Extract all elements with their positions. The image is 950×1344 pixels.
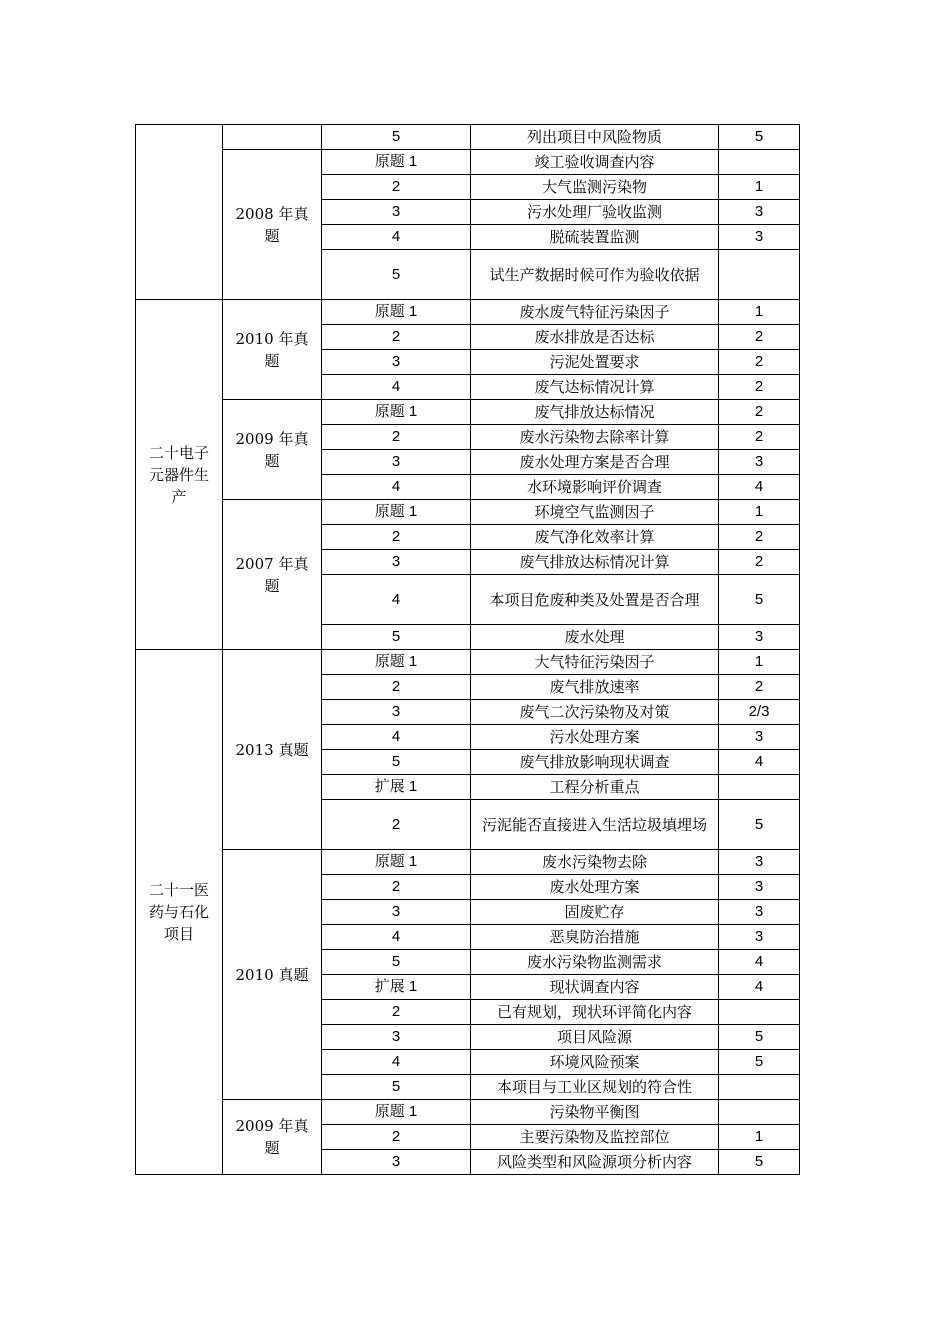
question-topic-cell: 废气达标情况计算	[471, 375, 719, 400]
question-topic-cell: 工程分析重点	[471, 775, 719, 800]
question-number-cell: 原题 1	[322, 150, 471, 175]
difficulty-score-cell: 3	[719, 875, 800, 900]
question-topic-cell: 本项目危废种类及处置是否合理	[471, 575, 719, 625]
question-number-cell: 原题 1	[322, 850, 471, 875]
table-row	[136, 125, 800, 150]
exam-year-cell	[223, 125, 322, 150]
question-topic-cell: 污染物平衡图	[471, 1100, 719, 1125]
question-topic-cell: 大气监测污染物	[471, 175, 719, 200]
exam-question-table	[135, 124, 800, 1175]
question-topic-cell: 试生产数据时候可作为验收依据	[471, 250, 719, 300]
question-number-cell: 4	[322, 575, 471, 625]
question-topic-cell: 废水废气特征污染因子	[471, 300, 719, 325]
question-topic-cell: 废水排放是否达标	[471, 325, 719, 350]
difficulty-score-cell: 4	[719, 950, 800, 975]
question-topic-cell: 已有规划，现状环评简化内容	[471, 1000, 719, 1025]
difficulty-score-cell: 3	[719, 850, 800, 875]
question-topic-cell: 污泥处置要求	[471, 350, 719, 375]
question-number-cell: 原题 1	[322, 1100, 471, 1125]
table-row	[136, 650, 800, 675]
question-number-cell: 3	[322, 1150, 471, 1175]
difficulty-score-cell: 3	[719, 925, 800, 950]
question-number-cell: 3	[322, 200, 471, 225]
difficulty-score-cell: 1	[719, 500, 800, 525]
difficulty-score-cell: 3	[719, 200, 800, 225]
question-topic-cell: 废气排放速率	[471, 675, 719, 700]
question-number-cell: 5	[322, 625, 471, 650]
question-topic-cell: 污水处理方案	[471, 725, 719, 750]
question-topic-cell: 废气二次污染物及对策	[471, 700, 719, 725]
question-number-cell: 5	[322, 750, 471, 775]
question-number-cell: 4	[322, 475, 471, 500]
difficulty-score-cell: 4	[719, 475, 800, 500]
question-number-cell: 5	[322, 1075, 471, 1100]
exam-year-cell: 2010 年真题	[223, 300, 322, 400]
difficulty-score-cell: 5	[719, 1150, 800, 1175]
table-row	[136, 300, 800, 325]
question-topic-cell: 项目风险源	[471, 1025, 719, 1050]
difficulty-score-cell	[719, 150, 800, 175]
question-number-cell: 3	[322, 550, 471, 575]
question-topic-cell: 废水处理	[471, 625, 719, 650]
question-number-cell: 扩展 1	[322, 975, 471, 1000]
question-topic-cell: 废气净化效率计算	[471, 525, 719, 550]
difficulty-score-cell: 2	[719, 550, 800, 575]
exam-year-cell: 2007 年真题	[223, 500, 322, 650]
question-topic-cell: 废水处理方案	[471, 875, 719, 900]
difficulty-score-cell: 5	[719, 125, 800, 150]
difficulty-score-cell: 3	[719, 225, 800, 250]
difficulty-score-cell: 2	[719, 375, 800, 400]
question-number-cell: 2	[322, 1000, 471, 1025]
difficulty-score-cell: 5	[719, 575, 800, 625]
question-topic-cell: 大气特征污染因子	[471, 650, 719, 675]
difficulty-score-cell: 2	[719, 425, 800, 450]
exam-year-cell: 2009 年真题	[223, 1100, 322, 1175]
table-row	[136, 150, 800, 175]
question-topic-cell: 恶臭防治措施	[471, 925, 719, 950]
difficulty-score-cell: 5	[719, 800, 800, 850]
question-number-cell: 3	[322, 350, 471, 375]
difficulty-score-cell: 3	[719, 725, 800, 750]
difficulty-score-cell: 5	[719, 1050, 800, 1075]
question-topic-cell: 废水污染物去除率计算	[471, 425, 719, 450]
table-row	[136, 1100, 800, 1125]
difficulty-score-cell: 1	[719, 175, 800, 200]
difficulty-score-cell: 2	[719, 400, 800, 425]
difficulty-score-cell: 3	[719, 450, 800, 475]
question-topic-cell: 废气排放达标情况计算	[471, 550, 719, 575]
question-number-cell: 2	[322, 875, 471, 900]
question-number-cell: 原题 1	[322, 300, 471, 325]
question-number-cell: 4	[322, 1050, 471, 1075]
question-number-cell: 2	[322, 175, 471, 200]
difficulty-score-cell: 2	[719, 675, 800, 700]
difficulty-score-cell	[719, 1000, 800, 1025]
question-number-cell: 4	[322, 725, 471, 750]
question-topic-cell: 环境风险预案	[471, 1050, 719, 1075]
difficulty-score-cell: 4	[719, 975, 800, 1000]
difficulty-score-cell	[719, 1075, 800, 1100]
difficulty-score-cell: 3	[719, 900, 800, 925]
question-topic-cell: 本项目与工业区规划的符合性	[471, 1075, 719, 1100]
question-number-cell: 2	[322, 800, 471, 850]
question-number-cell: 2	[322, 525, 471, 550]
question-number-cell: 2	[322, 325, 471, 350]
question-number-cell: 5	[322, 125, 471, 150]
question-topic-cell: 主要污染物及监控部位	[471, 1125, 719, 1150]
table-body	[136, 125, 800, 1175]
question-number-cell: 扩展 1	[322, 775, 471, 800]
difficulty-score-cell: 2	[719, 525, 800, 550]
difficulty-score-cell: 1	[719, 1125, 800, 1150]
question-number-cell: 3	[322, 900, 471, 925]
exam-year-cell: 2008 年真题	[223, 150, 322, 300]
question-number-cell: 原题 1	[322, 400, 471, 425]
question-number-cell: 2	[322, 425, 471, 450]
exam-year-cell: 2013 真题	[223, 650, 322, 850]
question-topic-cell: 污水处理厂验收监测	[471, 200, 719, 225]
category-cell: 二十电子元器件生产	[136, 300, 223, 650]
difficulty-score-cell: 1	[719, 300, 800, 325]
question-number-cell: 4	[322, 225, 471, 250]
question-topic-cell: 废水处理方案是否合理	[471, 450, 719, 475]
question-number-cell: 原题 1	[322, 500, 471, 525]
table-row	[136, 850, 800, 875]
question-topic-cell: 废气排放达标情况	[471, 400, 719, 425]
question-topic-cell: 固废贮存	[471, 900, 719, 925]
question-number-cell: 5	[322, 250, 471, 300]
question-topic-cell: 风险类型和风险源项分析内容	[471, 1150, 719, 1175]
question-topic-cell: 现状调查内容	[471, 975, 719, 1000]
question-topic-cell: 竣工验收调查内容	[471, 150, 719, 175]
category-cell	[136, 125, 223, 300]
question-number-cell: 3	[322, 450, 471, 475]
question-number-cell: 3	[322, 700, 471, 725]
question-topic-cell: 废气排放影响现状调查	[471, 750, 719, 775]
difficulty-score-cell: 5	[719, 1025, 800, 1050]
table-row	[136, 500, 800, 525]
question-topic-cell: 环境空气监测因子	[471, 500, 719, 525]
question-topic-cell: 列出项目中风险物质	[471, 125, 719, 150]
question-number-cell: 4	[322, 925, 471, 950]
question-topic-cell: 污泥能否直接进入生活垃圾填埋场	[471, 800, 719, 850]
exam-year-cell: 2010 真题	[223, 850, 322, 1100]
difficulty-score-cell: 2	[719, 325, 800, 350]
question-number-cell: 5	[322, 950, 471, 975]
question-topic-cell: 脱硫装置监测	[471, 225, 719, 250]
difficulty-score-cell: 1	[719, 650, 800, 675]
difficulty-score-cell: 4	[719, 750, 800, 775]
difficulty-score-cell: 2/3	[719, 700, 800, 725]
question-number-cell: 2	[322, 1125, 471, 1150]
table-row	[136, 400, 800, 425]
difficulty-score-cell	[719, 775, 800, 800]
question-number-cell: 4	[322, 375, 471, 400]
question-topic-cell: 水环境影响评价调查	[471, 475, 719, 500]
difficulty-score-cell: 2	[719, 350, 800, 375]
question-topic-cell: 废水污染物监测需求	[471, 950, 719, 975]
question-number-cell: 3	[322, 1025, 471, 1050]
difficulty-score-cell: 3	[719, 625, 800, 650]
question-number-cell: 2	[322, 675, 471, 700]
difficulty-score-cell	[719, 250, 800, 300]
category-cell: 二十一医药与石化项目	[136, 650, 223, 1175]
question-number-cell: 原题 1	[322, 650, 471, 675]
exam-year-cell: 2009 年真题	[223, 400, 322, 500]
question-topic-cell: 废水污染物去除	[471, 850, 719, 875]
difficulty-score-cell	[719, 1100, 800, 1125]
